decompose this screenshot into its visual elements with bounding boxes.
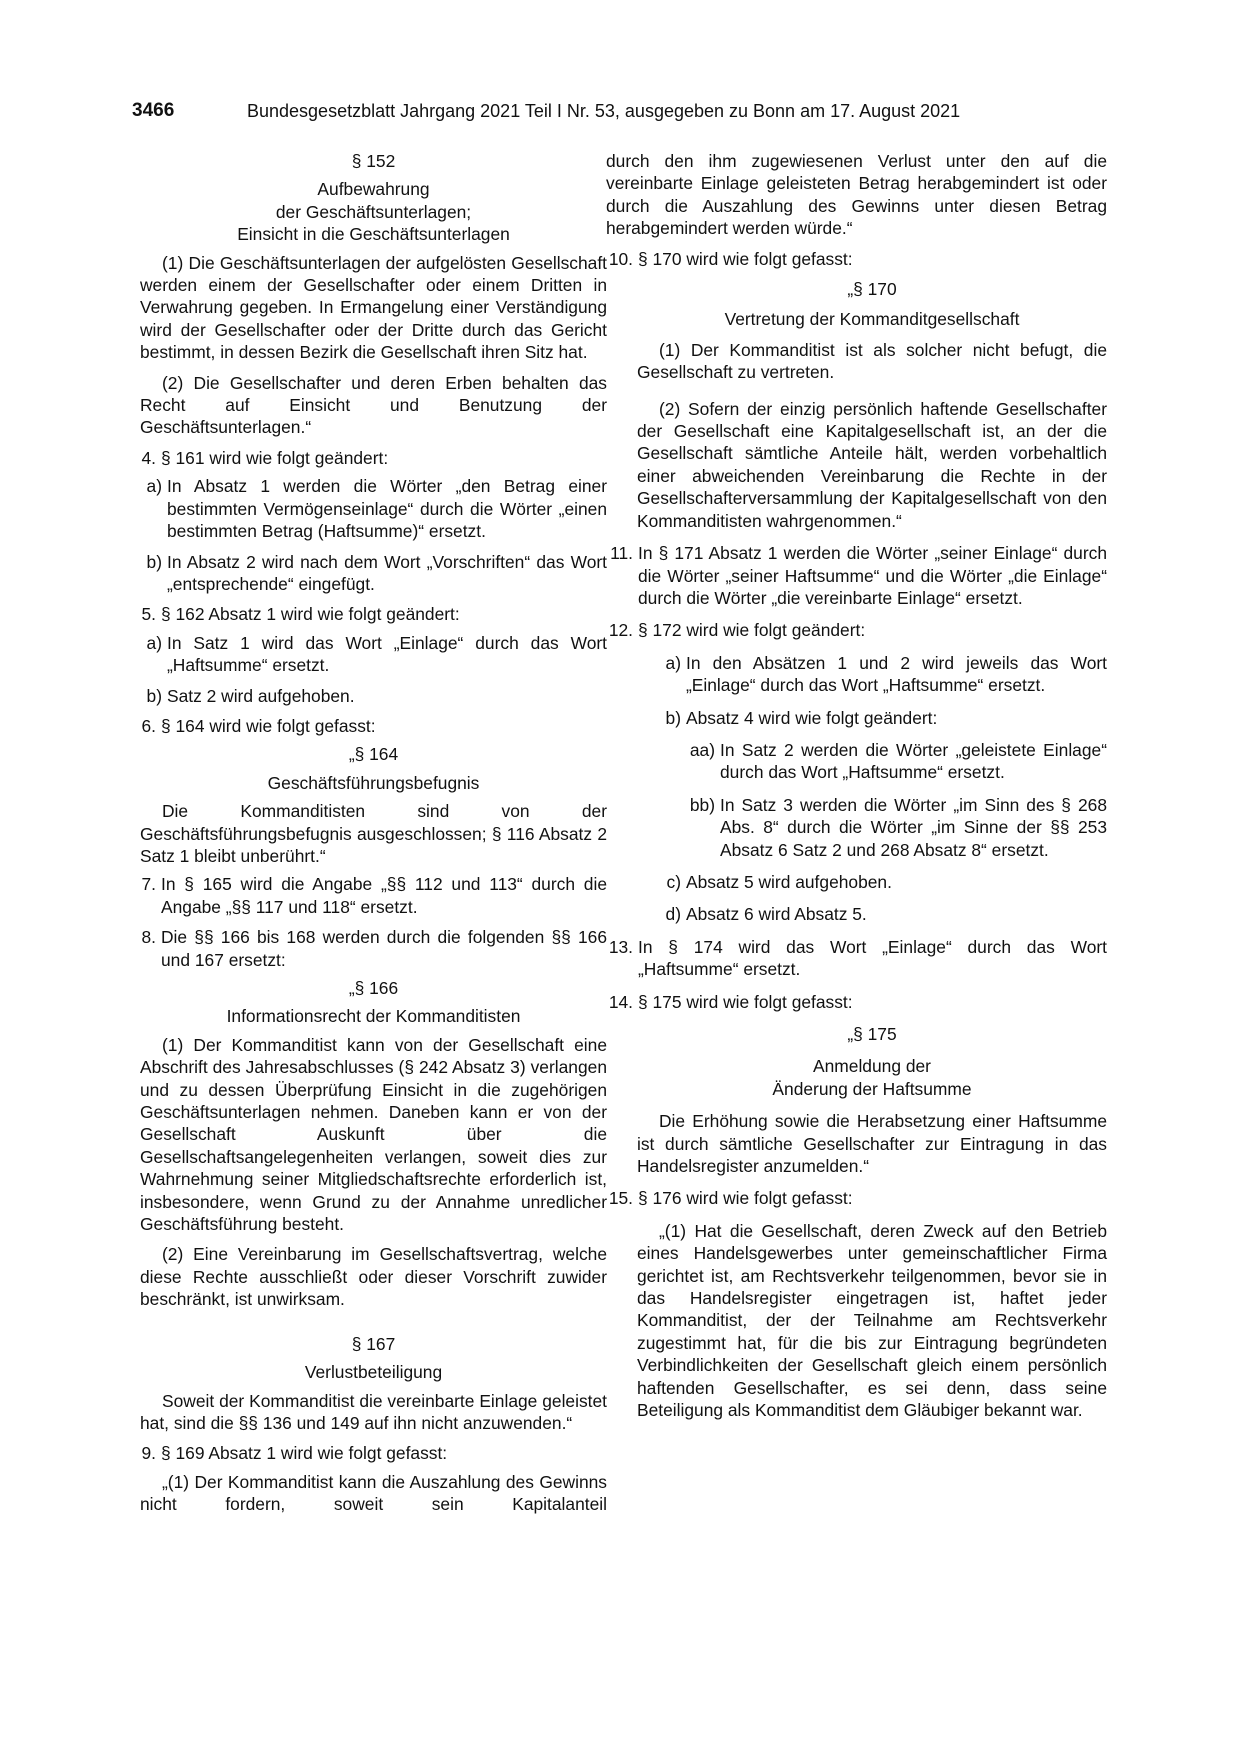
item-text: In § 165 wird die Angabe „§§ 112 und 113“ durch die Angabe „§§ 117 und 118“ ersetzt. (161, 874, 607, 917)
section-title: Vertretung der Kommanditgesellschaft (724, 309, 1020, 330)
list-item (607, 936, 1107, 981)
list-item (132, 1442, 607, 1464)
item-letter: c) (666, 871, 681, 892)
paragraph: Die Kommanditisten sind von der Geschäftsführungsbefugnis ausgeschlossen; § 116 Absatz 2 Satz 1 bleibt unberührt.“ (140, 801, 607, 866)
item-text: § 162 Absatz 1 wird wie folgt geändert: (161, 604, 460, 625)
item-letter: a) (665, 652, 681, 673)
paragraph: (1) Die Geschäftsunterlagen der aufgelösten Gesellschaft werden einem der Gesellschafter oder einem Dritten in Verwahrung gegeben. In Ermangelung einer Verständigung wird der Gesellschafter oder der Dritte durch das Gericht bestimmt, in dessen Bezirk die Gesellschaft ihren Sitz hat. (140, 252, 607, 363)
item-text: § 176 wird wie folgt gefasst: (638, 1188, 853, 1209)
item-letter: aa) (689, 739, 715, 760)
item-number: 8. (141, 927, 156, 948)
section-title: Änderung der Haftsumme (772, 1078, 972, 1099)
page-number: 3466 (132, 100, 175, 121)
section-title: Verlustbeteiligung (304, 1362, 443, 1383)
gazette-title: Bundesgesetzblatt Jahrgang 2021 Teil I Nr. 53, ausgegeben zu Bonn am 17. August 2021 (247, 101, 961, 121)
item-text: In Satz 1 wird das Wort „Einlage“ durch das Wort „Haftsumme“ ersetzt. (167, 632, 607, 676)
list-item (607, 619, 1107, 641)
paragraph: Soweit der Kommanditist die vereinbarte Einlage geleistet hat, sind die §§ 136 und 149 auf ihn nicht anzuwenden.“ (140, 1390, 607, 1433)
item-text: § 161 wird wie folgt geändert: (161, 447, 389, 468)
page-header (132, 100, 1109, 130)
item-number: 4. (141, 447, 156, 468)
section-number: „§ 164 (348, 744, 399, 765)
list-item (132, 447, 607, 469)
item-text: In Satz 2 werden die Wörter „geleistete Einlage“ durch das Wort „Haftsumme“ ersetzt. (720, 739, 1107, 783)
paragraph: Die Erhöhung sowie die Herabsetzung einer Haftsumme ist durch sämtliche Gesellschafter zur Eintragung in das Handelsregister anzumelden.“ (637, 1111, 1107, 1177)
list-item (140, 475, 607, 542)
item-number: 10. (608, 248, 633, 269)
item-letter: b) (146, 685, 162, 706)
item-text: Die §§ 166 bis 168 werden durch die folgenden §§ 166 und 167 ersetzt: (161, 927, 607, 970)
list-item (140, 632, 607, 677)
list-item (140, 685, 607, 707)
section-number: „§ 170 (847, 279, 897, 300)
section-title: Einsicht in die Geschäftsunterlagen (237, 224, 510, 245)
item-text: § 170 wird wie folgt gefasst: (638, 248, 853, 269)
section-title: Informationsrecht der Kommanditisten (226, 1006, 521, 1027)
paragraph: (2) Die Gesellschafter und deren Erben behalten das Recht auf Einsicht und Benutzung der Geschäftsunterlagen.“ (140, 372, 607, 438)
list-item (659, 707, 1107, 729)
item-text: In § 174 wird das Wort „Einlage“ durch das Wort „Haftsumme“ ersetzt. (638, 936, 1107, 980)
item-text: § 172 wird wie folgt geändert: (638, 620, 866, 641)
paragraph: (1) Der Kommanditist kann von der Gesellschaft eine Abschrift des Jahresabschlusses (§ 242 Absatz 3) verlangen und zu dessen Überprüfung Einsicht in die zugehörigen Geschäftsunterlagen nehmen. Daneben kann er von der Gesellschaft Auskunft über die Gesellschaftsangelegenheiten verlangen, soweit dies zur Wahrnehmung seiner Mitgliedschaftsrechte erforderlich ist, insbesondere, wenn Grund zu der Annahme unredlicher Geschäftsführung besteht. (140, 1034, 607, 1235)
item-text: In Absatz 2 wird nach dem Wort „Vorschriften“ das Wort „entsprechende“ eingefügt. (167, 551, 607, 594)
item-letter: bb) (689, 794, 715, 815)
item-text: In den Absätzen 1 und 2 wird jeweils das Wort „Einlage“ durch das Wort „Haftsumme“ ersetzt. (686, 652, 1107, 696)
item-text: § 175 wird wie folgt gefasst: (638, 991, 853, 1012)
section-title: Geschäftsführungsbefugnis (267, 772, 480, 793)
item-number: 14. (608, 991, 633, 1012)
left-column (140, 150, 607, 1516)
item-number: 6. (141, 715, 156, 736)
item-text: § 164 wird wie folgt gefasst: (161, 715, 376, 736)
paragraph: (2) Eine Vereinbarung im Gesellschaftsvertrag, welche diese Rechte ausschließt oder dieser Vorschrift zuwider beschränkt, ist unwirksam. (140, 1244, 607, 1310)
section-title: der Geschäftsunterlagen; (275, 201, 472, 222)
list-item (659, 903, 1107, 925)
paragraph: (2) Sofern der einzig persönlich haftende Gesellschafter der Gesellschaft eine Kapitalgesellschaft ist, an der die Gesellschaft sämtliche Anteile hält, werden vorbehaltlich einer abweichenden Vereinbarung die Rechte in der Gesellschafterversammlung der Kapitalgesellschaft von den Kommanditisten wahrgenommen.“ (637, 398, 1107, 531)
list-item (607, 542, 1107, 609)
section-number: „§ 166 (348, 978, 399, 998)
list-item (132, 603, 607, 625)
item-number: 9. (141, 1443, 156, 1464)
list-item (132, 715, 607, 737)
item-letter: a) (146, 476, 162, 497)
list-item (659, 871, 1107, 893)
item-text: In § 171 Absatz 1 werden die Wörter „seiner Einlage“ durch die Wörter „seiner Haftsumme“ und die Wörter „die Einlage“ durch die Wörter „die vereinbarte Einlage“ ersetzt. (638, 543, 1107, 608)
item-text: Satz 2 wird aufgehoben. (167, 685, 355, 706)
section-number: § 167 (351, 1333, 396, 1354)
item-number: 5. (141, 604, 156, 625)
item-number: 11. (610, 543, 633, 564)
paragraph: „(1) Hat die Gesellschaft, deren Zweck auf den Betrieb eines Handelsgewerbes unter gemeinschaftlicher Firma gerichtet ist, am Rechtsverkehr teilgenommen, bevor sie in das Handelsregister eingetragen ist, haftet jeder Kommanditist, der der Teilnahme am Rechtsverkehr zugestimmt hat, für die bis zur Eintragung begründeten Verbindlichkeiten der Gesellschaft gleich einem persönlich haftenden Gesellschafter, es sei denn, dass seine Beteiligung als Kommanditist dem Gläubiger bekannt war. (637, 1220, 1107, 1421)
item-number: 15. (608, 1188, 633, 1209)
item-number: 12. (608, 620, 633, 641)
item-text: § 169 Absatz 1 wird wie folgt gefasst: (161, 1443, 448, 1464)
paragraph: durch den ihm zugewiesenen Verlust unter den auf die vereinbarte Einlage geleisteten Betrag herabgemindert ist oder durch die Auszahlung des Gewinns unter diesen Betrag herabgemindert werden würde.“ (606, 151, 1107, 239)
section-number: § 152 (351, 151, 396, 171)
list-item (659, 652, 1107, 697)
item-letter: d) (665, 904, 681, 925)
list-item (132, 926, 607, 971)
item-letter: a) (146, 632, 162, 653)
list-item (685, 739, 1107, 784)
section-number: „§ 175 (847, 1024, 897, 1044)
item-letter: b) (665, 707, 681, 728)
item-number: 13. (608, 936, 633, 957)
item-text: In Satz 3 werden die Wörter „im Sinn des § 268 Abs. 8“ durch die Wörter „im Sinne der §§ 253 Absatz 6 Satz 2 und 268 Absatz 8“ ersetzt. (720, 794, 1107, 860)
list-item (132, 873, 607, 918)
item-letter: b) (146, 551, 162, 572)
section-title: Aufbewahrung (317, 179, 430, 200)
list-item (607, 991, 1107, 1013)
item-number: 7. (141, 874, 156, 895)
section-title: Anmeldung der (813, 1056, 931, 1077)
item-text: Absatz 4 wird wie folgt geändert: (686, 707, 938, 728)
item-text: Absatz 6 wird Absatz 5. (686, 904, 867, 925)
item-text: In Absatz 1 werden die Wörter „den Betrag einer bestimmten Vermögenseinlage“ durch die Wörter „einen bestimmten Betrag (Haftsumme)“ ersetzt. (167, 476, 607, 542)
list-item (607, 1187, 1107, 1209)
list-item (607, 248, 1107, 270)
item-text: Absatz 5 wird aufgehoben. (686, 871, 892, 892)
list-item (140, 551, 607, 596)
right-column (606, 150, 1107, 1422)
paragraph: „(1) Der Kommanditist kann die Auszahlung des Gewinns nicht fordern, soweit sein Kapitalanteil (140, 1471, 607, 1515)
paragraph: (1) Der Kommanditist ist als solcher nicht befugt, die Gesellschaft zu vertreten. (637, 339, 1107, 383)
list-item (685, 794, 1107, 861)
